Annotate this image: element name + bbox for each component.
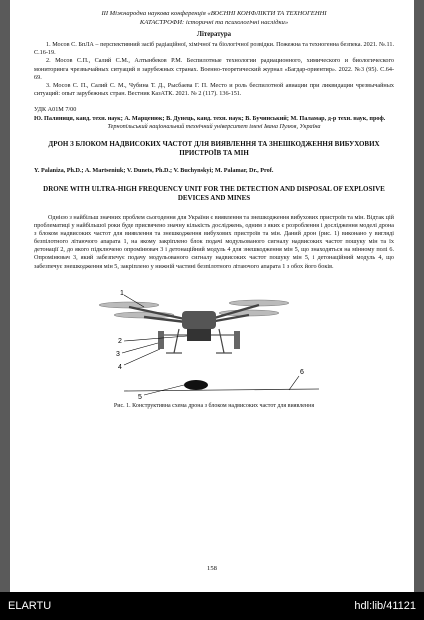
document-page [10,0,414,592]
authors-en: Y. Palaniza, Ph.D.; A. Martseniuk; V. Dunets, Ph.D.; V. Buchynskyi; M. Palamar, Dr., Prof. [34,167,274,175]
leader-6 [289,376,299,390]
header-line-2: КАТАСТРОФИ: історичні та психологічні наслідки» [139,18,289,26]
literature-title: Література [196,31,232,39]
header-line-1: ІІІ Міжнародна наукова конференція «ВОЄННІ КОНФЛІКТИ ТА ТЕХНОГЕННІ [101,10,327,17]
figure-label-4: 4 [118,363,122,371]
conference-header [34,10,394,27]
uhf-unit [187,329,211,341]
leader-3 [122,343,158,353]
leader-4 [124,349,160,365]
figure-label-2: 2 [118,337,122,345]
repository-footer [0,592,424,620]
reference-3: 3. Мосов С. П., Салий С. М., Чубина Т. Д., Рысбаева Г. П. Место и роль беспилотной авиации при ликвидации чрезвычайных ситуаций: опыт зарубежных стран. Вестник КазАТК. 2021. № 2 (117). 136-151. [34,82,394,98]
figure-label-1: 1 [120,289,124,297]
title-en: DRONE WITH ULTRA-HIGH FREQUENCY UNIT FOR THE DETECTION AND DISPOSAL OF EXPLOSIVE DEVICES AND MINES [43,185,385,203]
page-number: 158 [207,565,217,573]
emitter-left [158,331,164,349]
mine-shape [184,380,208,390]
figure-label-5: 5 [138,393,142,401]
footer-right: hdl:lib/41121 [354,600,416,612]
affiliation: Тернопільський національний технічний університет імені Івана Пулюя, Україна [107,122,321,130]
figure-label-3: 3 [116,350,120,358]
leg-right [219,329,224,353]
drone-figure [84,281,344,401]
drone-body [182,311,216,329]
figure-caption: Рис. 1. Конструктивна схема дрона з блоком надвисоких частот для виявлення [113,402,315,409]
drone-diagram [84,281,344,401]
footer-left: ELARTU [8,600,52,612]
emitter-right [234,331,240,349]
leg-left [174,329,179,353]
title-ua: ДРОН З БЛОКОМ НАДВИСОКИХ ЧАСТОТ ДЛЯ ВИЯВЛЕННЯ ТА ЗНЕШКОДЖЕННЯ ВИБУХОВИХ ПРИСТРОЇВ ТА МІН [48,139,380,158]
authors-ua: Ю. Паляниця, канд. техн. наук; А. Марценюк; В. Дунець, канд. техн. наук; В. Бучинський; М. Паламар, д-р техн. наук, проф. [34,114,386,122]
leader-5 [144,385,184,395]
udc-code: УДК А01М 7/00 [34,106,77,114]
figure-label-6: 6 [300,368,304,376]
scan-border-left [0,0,10,592]
reference-2: 2. Мосов С.П., Салий С.М., Алтынбеков Р.М. Беспилотные технологии радиационного, химического и биологического мониторинга чрезвычайных ситуаций в зарубежных странах. Военно-теоретический журнал «Багдар-ориентир». 2022. №3 (95). С.64-69. [34,57,394,81]
abstract-text: Однією з найбільш значних проблем сьогодення для України є виявлення та знешкодження вибухових пристроїв та мін. Відтак цій проблематиці у найбільшої роки буде присвячено значну кількість досліджень, одним з яких є розроблення і дослідження моделі дрона з блоком надвисоких частот для виявлення та знешкодження вибухових пристроїв та мін. Даний дрон (рис. 1) виконано у вигляді безпілотного літаючого апарата 1, на якому закріплено блок подачі модульованого сигналу надвисоких частот пошуку мін та їх детонації 2, до якого підключено опромінювач 3 і детонаційний модуль 4 для знешкодження мін 5, що знаходяться на мінному полі 6. Опромінювач 3, який забезпечує подачу модульованого сигналу надвисоких частот пошуку мін 5, і детонаційний модуль 4, що забезпечує знешкодження мін 5, закріплено у нижній частині безпілотного літаючого апарата 1 з обох його боків. [34,213,394,270]
reference-1: 1. Мосов С. БпЛА – перспективний засіб радіаційної, хімічної та біологічної розвідки. Пожежна та техногенна безпека. 2021. №.11. С.16-19. [34,41,394,57]
scan-border-right [414,0,424,592]
